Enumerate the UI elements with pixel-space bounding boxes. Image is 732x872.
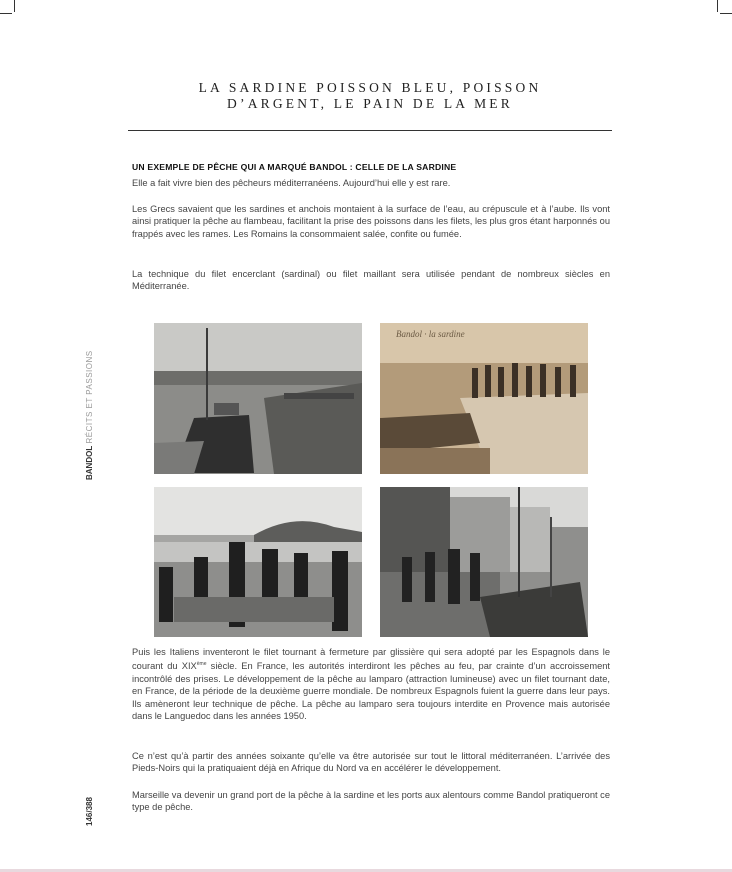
- superscript-eme: ème: [196, 661, 207, 668]
- side-brand: BANDOL: [85, 445, 94, 480]
- page-number: 146/388: [85, 797, 94, 826]
- paragraph-6: Marseille va devenir un grand port de la pêche à la sardine et les ports aux alentours comme Bandol pratiqueront ce type de pêche.: [132, 790, 610, 813]
- title-divider: [128, 130, 612, 131]
- paragraph-1: Elle a fait vivre bien des pêcheurs méditerranéens. Aujourd’hui elle y est rare.: [132, 178, 451, 188]
- photo-handwriting: Bandol · la sardine: [396, 329, 465, 339]
- photo-fishermen-unloading: [154, 487, 362, 637]
- side-subtitle: RÉCITS ET PASSIONS: [85, 350, 94, 444]
- paragraph-2: Les Grecs savaient que les sardines et anchois montaient à la surface de l’eau, au crépuscule et à l’aube. Ils vont ainsi pratiquer la pêche au flambeau, facilitant la prise des poissons dans les filets, les plus gros étant harponnés ou frappés avec les rames. Les Romains la consommaient salée, confite ou fumée.: [132, 204, 610, 239]
- photo-port-with-boats: [380, 487, 588, 637]
- crop-mark-top-left: [14, 0, 15, 12]
- side-running-header: [85, 350, 94, 480]
- paragraph-5: Ce n’est qu’à partir des années soixante qu’elle va être autorisée sur tout le littoral méditerranéen. L’arrivée des Pieds-Noirs qui la pratiquaient déjà en Afrique du Nord va en accélérer le développement.: [132, 751, 610, 774]
- crop-mark-top-left-h: [0, 13, 12, 14]
- photo-sardine-boat-harbor: [154, 323, 362, 474]
- crop-mark-top-right: [717, 0, 718, 12]
- page-title: [128, 80, 612, 112]
- section-heading: UN EXEMPLE DE PÊCHE QUI A MARQUÉ BANDOL : CELLE DE LA SARDINE: [132, 162, 457, 172]
- paragraph-4: Puis les Italiens inventeront le filet tournant à fermeture par glissière qui sera adopté par les Espagnols dans le courant du XIXème siècle. En France, les autorités interdiront les pêches au feu, par crainte d’un accroissement incontrôlé des prises. Le développement de la pêche au lamparo (attraction lumineuse) avec un filet tournant date, en France, de la période de la deuxième guerre mondiale. De nombreux Espagnols fuient la guerre dans leur pays. Ils amèneront leur technique de pêche. La pêche au lamparo sera toujours interdite en Provence mais autorisée dans le Languedoc dans les années 1950.: [132, 647, 610, 722]
- paragraph-3: La technique du filet encerclant (sardinal) ou filet maillant sera utilisée pendant de nombreux siècles en Méditerranée.: [132, 269, 610, 292]
- page-title-line-1: LA SARDINE POISSON BLEU, POISSON: [198, 80, 542, 95]
- photo-fishermen-on-quay: [380, 323, 588, 474]
- page-title-line-2: D’ARGENT, LE PAIN DE LA MER: [227, 96, 513, 111]
- crop-mark-top-right-h: [720, 13, 732, 14]
